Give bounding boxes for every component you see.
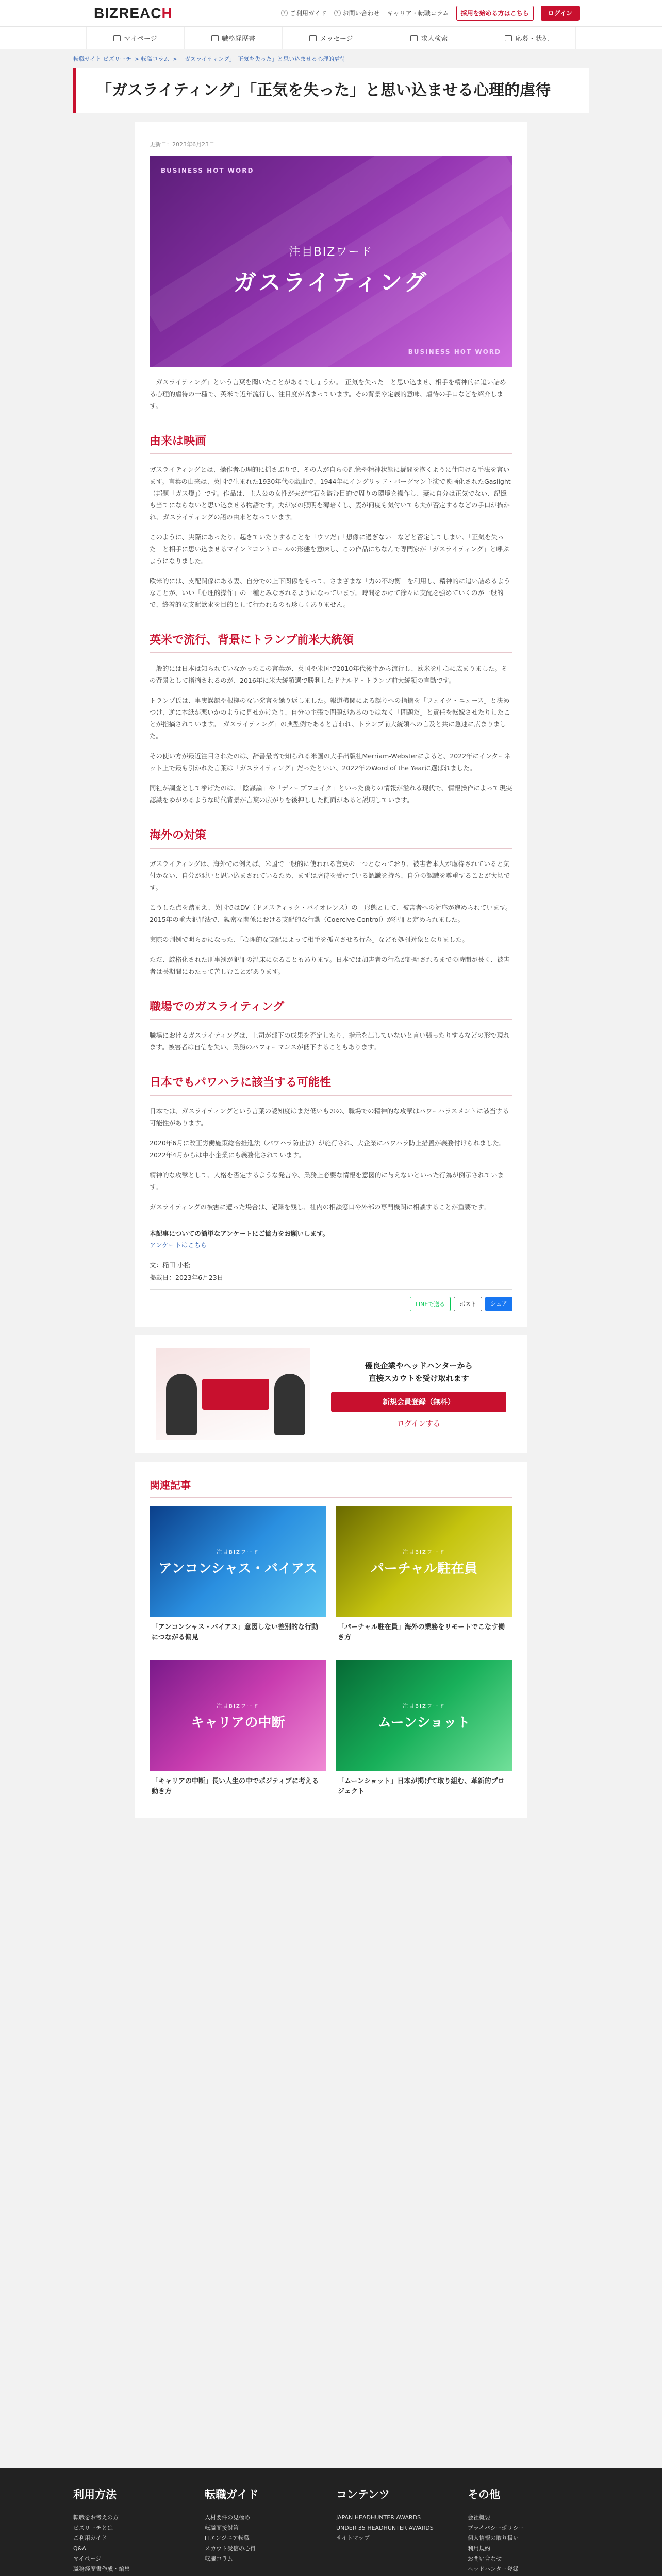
page-title: 「ガスライティング」「正気を失った」と思い込ませる心理的虐待 — [96, 81, 551, 99]
related-thumbnail: 注目BIZワード パーチャル駐在員 — [336, 1506, 512, 1617]
recruiter-register-button[interactable]: 採用を始める方はこちら — [456, 6, 534, 21]
paragraph: 欧米的には、支配関係にある妻、自分での上下関係をもって、さまざまな「力の不均衡」を利用し、精神的に追い詰めるようなことが、いい「心理的操作」の一種とみなされるようになっています。時間をかけて徐々に支配を強めていくのが一般的で、終着的な支配欲求を目的として行われるのも珍しくありません。 — [150, 577, 510, 608]
survey-text: 本記事についての簡単なアンケートにご協力をお願いします。 — [150, 1230, 329, 1238]
line-share-button[interactable]: LINEで送る — [410, 1297, 451, 1311]
paragraph: ただ、厳格化された刑事罰が犯罪の温床になることもあります。日本では加害者の行為が証明されるまでの時間が長く、被害者は長期間にわたって苦しむことがあります。 — [150, 956, 510, 975]
paragraph: 日本では、ガスライティングという言葉の認知度はまだ低いものの、職場での精神的な攻撃はパワーハラスメントに該当する可能性があります。 — [150, 1107, 509, 1127]
breadcrumb: 転職サイト ビズリーチ > 転職コラム > 「ガスライティング」「正気を失った」と思い込ませる心理的虐待 — [73, 56, 346, 62]
nav-messages[interactable]: メッセージ — [282, 27, 380, 49]
footer-link[interactable]: プライバシーポリシー — [468, 2524, 524, 2531]
hero-tag: BUSINESS HOT WORD — [161, 167, 254, 174]
related-thumbnail: 注目BIZワード ムーンショット — [336, 1660, 512, 1771]
login-button[interactable]: ログイン — [541, 6, 580, 21]
section-heading: 由来は映画 — [150, 432, 512, 454]
related-thumbnail: 注目BIZワード アンコンシャス・バイアス — [150, 1506, 326, 1617]
breadcrumb-item[interactable]: 転職コラム — [141, 56, 170, 62]
related-caption: 「ムーンショット」日本が掲げて取り組む、革新的プロジェクト — [338, 1777, 505, 1795]
footer-link[interactable]: UNDER 35 HEADHUNTER AWARDS — [336, 2524, 434, 2531]
share-buttons — [150, 1297, 512, 1311]
press-link[interactable]: ? お問い合わせ — [334, 9, 380, 18]
article-date: 更新日：2023年6月23日 — [150, 141, 214, 148]
related-card[interactable] — [150, 1506, 326, 1651]
footer-link[interactable]: ご利用ガイド — [73, 2535, 107, 2541]
paragraph: 2020年6月に改正労働施策総合推進法（パワハラ防止法）が施行され、大企業にパワハラ防止措置が義務付けられました。2022年4月からは中小企業にも義務化されています。 — [150, 1139, 506, 1159]
footer-link[interactable]: 会社概要 — [468, 2514, 490, 2521]
footer-link[interactable]: ビズリーチとは — [73, 2524, 113, 2531]
footer-heading: コンテンツ — [336, 2486, 457, 2506]
related-caption: 「アンコンシャス・バイアス」意図しない差別的な行動につながる偏見 — [152, 1623, 318, 1641]
paragraph: こうした点を踏まえ、英国ではDV（ドメスティック・バイオレンス）の一形態として、被害者への対応が進められています。2015年の重大犯罪法で、親密な関係における支配的な行動（Coercive Control）が犯罪と定められました。 — [150, 904, 512, 923]
document-icon — [211, 35, 219, 41]
mail-icon — [309, 35, 317, 41]
banner-illustration — [156, 1348, 310, 1440]
paragraph: その使い方が最近注目されたのは、辞書最高で知られる米国の大手出版社Merriam-Websterによると、2022年にインターネット上で最も引かれた言葉は「ガスライティング」だったといい、2022年のWord of the Yearに選ばれました。 — [150, 752, 511, 772]
footer-link[interactable]: 転職コラム — [205, 2555, 233, 2562]
paragraph: ガスライティングの被害に遭った場合は、記録を残し、社内の相談窓口や外部の専門機関に相談することが重要です。 — [150, 1203, 490, 1211]
breadcrumb-item[interactable]: 転職サイト ビズリーチ — [73, 56, 131, 62]
main-nav — [0, 27, 662, 49]
section-heading: 海外の対策 — [150, 826, 512, 849]
footer-column — [336, 2486, 457, 2576]
footer-link[interactable]: お問い合わせ — [468, 2555, 502, 2562]
author-info — [150, 1259, 512, 1290]
intro-paragraph: 「ガスライティング」という言葉を聞いたことがあるでしょうか。「正気を失った」と思い込ませ、相手を精神的に追い詰める心理的虐待の一種で、英米で近年流行し、注目度が高まっています。その背景や定義的意味、虐待の手口などを紹介します。 — [150, 378, 506, 410]
footer-heading: 転職ガイド — [205, 2486, 326, 2506]
footer-link[interactable]: 転職面接対策 — [205, 2524, 239, 2531]
nav-search[interactable]: 求人検索 — [380, 27, 478, 49]
related-thumbnail: 注目BIZワード キャリアの中断 — [150, 1660, 326, 1771]
site-header — [0, 0, 662, 27]
nav-mypage[interactable]: マイページ — [86, 27, 184, 49]
search-icon — [410, 35, 418, 41]
signup-button[interactable]: 新規会員登録（無料） — [331, 1392, 506, 1412]
paragraph: 同社が調査として挙げたのは、「陰謀論」や「ディープフェイク」といった偽りの情報が溢れる現代で、情報操作によって現実認識をゆがめるような時代背景が言葉の広がりを後押しした側面があると説明しています。 — [150, 784, 512, 804]
footer-link[interactable]: JAPAN HEADHUNTER AWARDS — [336, 2514, 421, 2521]
published-date: 掲載日：2023年6月23日 — [150, 1274, 224, 1281]
related-caption: 「キャリアの中断」長い人生の中でポジティブに考える動き方 — [152, 1777, 319, 1795]
footer-column — [205, 2486, 326, 2576]
hero-subtitle: 注目BIZワード — [289, 246, 373, 259]
related-title: 関連記事 — [150, 1477, 512, 1498]
survey-link[interactable]: アンケートはこちら — [150, 1241, 207, 1249]
footer-link[interactable]: ヘッドハンター登録 — [468, 2566, 519, 2572]
article-title-box — [73, 68, 589, 113]
footer-column — [468, 2486, 589, 2576]
section-heading: 英米で流行、背景にトランプ前米大統領 — [150, 631, 512, 653]
paragraph: このように、実際にあったり、起きていたりすることを「ウソだ」「想像に過ぎない」などと否定してしまい、「正気を失った」と相手に思い込ませるマインドコントロールの形態を意味し、この作品にちなんで専門家が「ガスライティング」と呼ぶようになりました。 — [150, 533, 509, 565]
x-post-button[interactable]: ポスト — [454, 1297, 482, 1311]
hero-title: ガスライティング — [233, 269, 429, 296]
footer-link[interactable]: 職務経歴書作成・編集 — [73, 2566, 130, 2572]
footer-link[interactable]: サイトマップ — [336, 2535, 370, 2541]
related-caption: 「パーチャル駐在員」海外の業務をリモートでこなす働き方 — [338, 1623, 505, 1641]
related-card[interactable] — [336, 1660, 512, 1805]
footer-column — [73, 2486, 194, 2576]
home-icon — [113, 35, 121, 41]
hero-tag: BUSINESS HOT WORD — [408, 348, 501, 355]
footer-link[interactable]: マイページ — [73, 2555, 102, 2562]
related-articles — [135, 1462, 527, 1818]
section-heading: 職場でのガスライティング — [150, 998, 512, 1020]
list-icon — [505, 35, 512, 41]
footer-link[interactable]: 人材要件の見極め — [205, 2514, 250, 2521]
banner-text: 直接スカウトを受け取れます — [368, 1374, 469, 1383]
nav-resume[interactable]: 職務経歴書 — [184, 27, 282, 49]
site-footer — [0, 2468, 662, 2576]
paragraph: ガスライティングは、海外では例えば、米国で一般的に使われる言葉の一つとなっており、被害者本人が虐待されていると気付かない、自分が悪いと思い込まされているため、まずは虐待を受けている認識を持ち、自分の認識を尊重することが大切です。 — [150, 860, 510, 891]
guide-link[interactable]: ? ご利用ガイド — [281, 9, 327, 18]
survey-note — [150, 1228, 512, 1251]
site-logo[interactable]: BIZREAC H — [94, 5, 173, 21]
paragraph: ガスライティングとは、操作者心理的に揺さぶりで、その人が自らの記憶や精神状態に疑問を抱くように仕向ける手法を言います。言葉の由来は、英国で生まれた1930年代の戯曲で、1944年にイングリッド・バーグマン主演で映画化されたGaslight（邦題「ガス燈」）です。作品は、主人公の女性が夫が宝石を盗む目的で周りの環境を操作し、妻に自分は正気でない、記憶も当てにならないと思い込ませる物語です。夫が家の照明を薄暗くし、妻が何度も気付いても夫が否定するなどの手口が描かれ、ガスライティングの語の由来となっています。 — [150, 466, 511, 521]
footer-link[interactable]: ITエンジニア転職 — [205, 2535, 250, 2541]
footer-link[interactable]: スカウト受信の心得 — [205, 2545, 256, 2552]
related-card[interactable] — [336, 1506, 512, 1651]
footer-heading: 利用方法 — [73, 2486, 194, 2506]
banner-login-link[interactable]: ログインする — [397, 1420, 440, 1428]
nav-applications[interactable]: 応募・状況 — [478, 27, 576, 49]
banner-text: 優良企業やヘッドハンターから — [365, 1361, 473, 1370]
paragraph: 職場におけるガスライティングは、上司が部下の成果を否定したり、指示を出していないと言い張ったりするなどの形で現れます。被害者は自信を失い、業務のパフォーマンスが低下することもあります。 — [150, 1031, 510, 1051]
related-card[interactable] — [150, 1660, 326, 1805]
footer-link[interactable]: 個人情報の取り扱い — [468, 2535, 519, 2541]
hero-image — [150, 156, 512, 367]
breadcrumb-item: 「ガスライティング」「正気を失った」と思い込ませる心理的虐待 — [179, 56, 346, 62]
signup-banner — [135, 1335, 527, 1453]
paragraph: トランプ氏は、事実誤認や根拠のない発言を繰り返しました。報道機関による誤りへの指摘を「フェイク・ニュース」と決めつけ、逆に本紙が悪いかのように見せかけたり、自分の主張で問題があるのではなく「問題だ」と責任を転嫁させたりしたことが指摘されています。「ガスライティング」の典型例であると言われ、トランプ前大統領への言及と共に急速に広まりました。 — [150, 697, 510, 740]
author: 文：稲田 小松 — [150, 1261, 190, 1269]
paragraph: 一般的には日本は知られていなかったこの言葉が、英国や米国で2010年代後半から流行し、欧米を中心に広まりました。その背景として指摘されるのが、2016年に米大統領選で勝利したドナルド・トランプ前大統領の言動です。 — [150, 665, 508, 684]
facebook-share-button[interactable]: シェア — [485, 1297, 512, 1311]
paragraph: 実際の判例で明らかになった、「心理的な支配によって相手を孤立させる行為」なども処罰対象となりました。 — [150, 936, 469, 943]
career-link[interactable]: キャリア・転職コラム — [387, 10, 449, 17]
footer-link[interactable]: 利用規約 — [468, 2545, 490, 2552]
question-icon: ? — [334, 10, 341, 16]
paragraph: 精神的な攻撃として、人格を否定するような発言や、業務上必要な情報を意図的に与えないといった行為が例示されています。 — [150, 1171, 504, 1191]
footer-link[interactable]: 転職をお考えの方 — [73, 2514, 119, 2521]
footer-link[interactable]: Q&A — [73, 2545, 86, 2552]
section-heading: 日本でもパワハラに該当する可能性 — [150, 1074, 512, 1096]
question-icon: ? — [281, 10, 288, 16]
footer-heading: その他 — [468, 2486, 589, 2506]
article-body — [135, 122, 527, 1327]
